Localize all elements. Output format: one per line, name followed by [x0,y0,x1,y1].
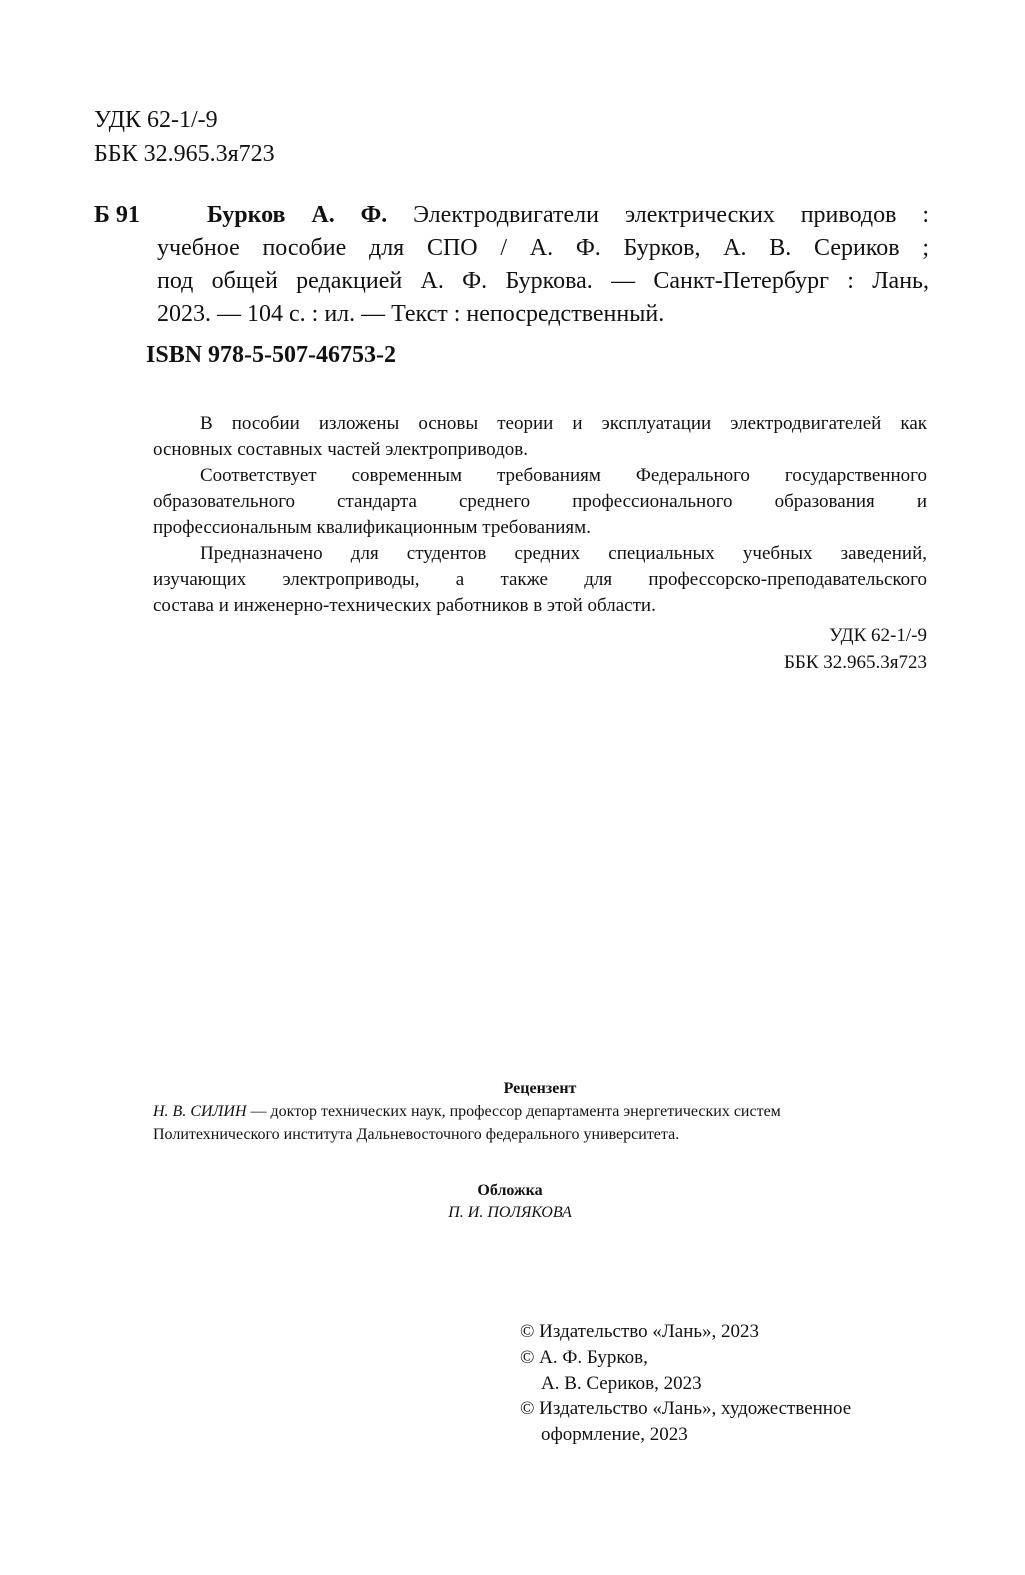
copyright-line-5: оформление, 2023 [541,1424,688,1445]
author-sign-code: Б 91 [94,202,140,228]
abstract-p3-line1: Предназначено для студентов средних специальных учебных заведений, [200,543,927,564]
copyright-line-2: © А. Ф. Бурков, [520,1347,648,1368]
abstract-p2-line1: Соответствует современным требованиям Федерального государственного [200,465,927,486]
abstract-p3-line2: изучающих электроприводы, а также для профессорско-преподавательского [153,569,927,590]
abstract-bbk: ББК 32.965.3я723 [784,652,927,673]
udk-code: УДК 62-1/-9 [94,107,218,133]
catalog-author: Бурков А. Ф. [207,202,388,228]
reviewer-name: Н. В. СИЛИН [153,1103,247,1120]
copyright-line-4: © Издательство «Лань», художественное [520,1398,852,1419]
catalog-line-1 [207,199,929,231]
reviewer-line-2: Политехнического института Дальневосточного федерального университета. [153,1126,680,1143]
catalog-line-2: учебное пособие для СПО / А. Ф. Бурков, А. В. Сериков ; [157,235,929,261]
reviewer-description: — доктор технических наук, профессор департамента энергетических систем [246,1103,781,1120]
reviewer-line-1 [153,1101,781,1123]
catalog-title: Электродвигатели электрических приводов : [413,202,929,228]
abstract-p3-line3: состава и инженерно-технических работников в этой области. [153,595,656,616]
catalog-line-4: 2023. — 104 с. : ил. — Текст : непосредственный. [157,301,665,327]
catalog-line-3: под общей редакцией А. Ф. Буркова. — Санкт-Петербург : Лань, [157,268,929,294]
abstract-p2-line2: образовательного стандарта среднего профессионального образования и [153,491,927,512]
cover-heading: Обложка [477,1182,543,1199]
reviewer-heading: Рецензент [503,1080,577,1097]
copyright-line-1: © Издательство «Лань», 2023 [520,1321,760,1342]
cover-designer: П. И. ПОЛЯКОВА [448,1204,572,1221]
isbn: ISBN 978-5-507-46753-2 [146,342,396,368]
abstract-udk: УДК 62-1/-9 [829,625,927,646]
copyright-line-3: А. В. Сериков, 2023 [541,1373,702,1394]
bbk-code: ББК 32.965.3я723 [94,141,275,167]
abstract-p1-line2: основных составных частей электроприводов. [153,439,529,460]
abstract-p2-line3: профессиональным квалификационным требованиям. [153,517,591,538]
abstract-p1-line1: В пособии изложены основы теории и эксплуатации электродвигателей как [200,413,927,434]
